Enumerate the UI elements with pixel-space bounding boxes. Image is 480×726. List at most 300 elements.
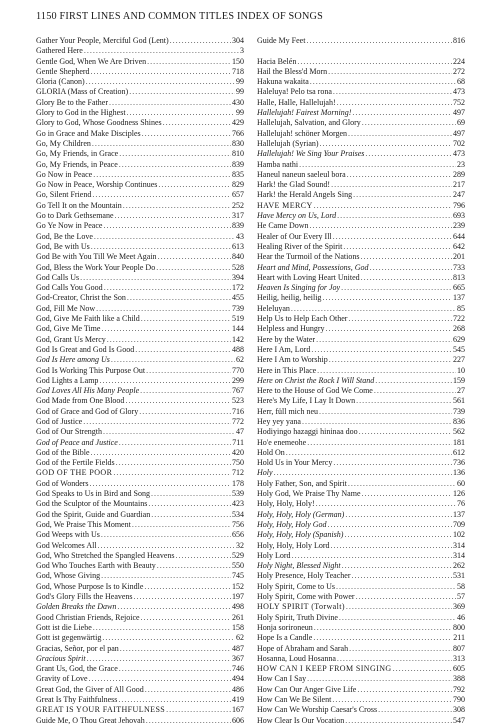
index-entry: [36, 304, 244, 314]
entry-title: Great Is Thy Faithfulness: [36, 695, 118, 704]
dot-leader: [348, 129, 452, 139]
entry-title: God the Spirit, Guide and Guardian: [36, 509, 151, 519]
index-entry: [257, 530, 465, 540]
entry-title: God of Peace and Justice: [36, 437, 118, 447]
index-entry: [36, 685, 244, 695]
dot-leader: [314, 201, 452, 211]
entry-title: Healer of Our Every Ill: [257, 231, 332, 241]
entry-title: God Who Touches Earth with Beauty: [36, 561, 156, 571]
index-entry: [36, 417, 244, 427]
dot-leader: [306, 36, 452, 46]
entry-title: Glory Be to the Father: [36, 97, 108, 107]
entry-title: GOD OF THE POOR: [36, 468, 113, 478]
index-entry: [257, 201, 465, 211]
index-entry: [257, 149, 465, 159]
dot-leader: [103, 427, 235, 437]
entry-number: 539: [232, 489, 244, 499]
entry-number: 68: [457, 77, 465, 87]
entry-title: God of Wonders: [36, 478, 89, 488]
index-entry: [257, 427, 465, 437]
entry-title: Honja sorironeun: [257, 622, 313, 632]
index-entry: [257, 129, 465, 139]
dot-leader: [374, 386, 456, 396]
entry-number: 613: [232, 241, 244, 251]
entry-title: Help Us to Help Each Other: [257, 314, 348, 324]
entry-number: 756: [232, 519, 244, 529]
dot-leader: [129, 87, 235, 97]
entry-title: God's Glory Fills the Heavens: [36, 592, 133, 602]
index-entry: [257, 283, 465, 293]
entry-number: 62: [236, 633, 244, 643]
entry-number: 27: [457, 386, 465, 396]
entry-number: 32: [236, 540, 244, 550]
dot-leader: [166, 705, 231, 715]
entry-title: Grant Us, God, the Grace: [36, 664, 118, 674]
entry-title: Gather Your People, Merciful God (Lent): [36, 36, 169, 45]
entry-number: 752: [453, 97, 465, 107]
entry-number: 716: [232, 406, 244, 416]
entry-number: 299: [232, 375, 244, 385]
entry-number: 394: [232, 272, 244, 282]
dot-leader: [360, 252, 452, 262]
index-entry: [36, 499, 244, 509]
index-entry: [36, 273, 244, 283]
dot-leader: [353, 190, 452, 200]
dot-leader: [86, 77, 235, 87]
entry-title: God, Give Me Faith like a Child: [36, 314, 140, 324]
entry-number: 455: [232, 293, 244, 303]
dot-leader: [329, 355, 452, 365]
entry-title: God, Bless the Work Your People Do: [36, 262, 156, 272]
index-entry: [36, 602, 244, 612]
index-entry: [257, 211, 465, 221]
entry-title: Helpless and Hungry: [257, 324, 325, 334]
index-entry: [36, 366, 244, 376]
entry-title: HOLY SPIRIT (Torwalt): [257, 602, 345, 612]
entry-number: 702: [453, 138, 465, 148]
page-header: 1150 FIRST LINES AND COMMON TITLES INDEX OF SONGS: [36, 11, 323, 22]
dot-leader: [307, 674, 452, 684]
entry-number: 712: [232, 468, 244, 478]
entry-title: God Loves All His Many People: [36, 386, 140, 396]
entry-title: Golden Breaks the Dawn: [36, 602, 117, 612]
entry-title: God, We Praise This Moment: [36, 519, 131, 529]
entry-number: 43: [236, 231, 244, 241]
dot-leader: [144, 582, 231, 592]
entry-number: 736: [453, 458, 465, 468]
entry-number: 159: [453, 375, 465, 385]
index-entry: [257, 520, 465, 530]
entry-number: 217: [453, 180, 465, 190]
index-entry: [36, 118, 244, 128]
entry-title: God of the Fertile Fields: [36, 458, 115, 468]
entry-number: 58: [457, 581, 465, 591]
dot-leader: [83, 417, 231, 427]
dot-leader: [151, 510, 231, 520]
entry-title: God, Be the Love: [36, 231, 93, 241]
entry-number: 201: [453, 252, 465, 262]
entry-number: 644: [453, 231, 465, 241]
index-entry: [257, 541, 465, 551]
entry-title: Hark! the Herald Angels Sing: [257, 190, 353, 200]
entry-number: 23: [457, 159, 465, 169]
entry-title: Go, My Friends, in Peace: [36, 159, 118, 169]
entry-title: Go Ye Now in Peace: [36, 221, 103, 231]
entry-number: 158: [232, 622, 244, 632]
index-entry: [257, 602, 465, 612]
index-entry: [36, 324, 244, 334]
entry-number: 792: [453, 684, 465, 694]
entry-title: Hear the Turmoil of the Nations: [257, 252, 360, 262]
dot-leader: [362, 118, 456, 128]
index-entry: [36, 633, 244, 643]
entry-title: Hallelujah, Salvation, and Glory: [257, 118, 361, 128]
dot-leader: [90, 479, 231, 489]
index-entry: [36, 458, 244, 468]
index-entry: [36, 335, 244, 345]
dot-leader: [99, 376, 231, 386]
entry-number: 178: [232, 478, 244, 488]
index-entry: [257, 57, 465, 67]
entry-number: 473: [453, 87, 465, 97]
entry-number: 488: [232, 344, 244, 354]
entry-title: Hallelujah! Fairest Morning!: [257, 108, 352, 118]
index-entry: [36, 263, 244, 273]
entry-title: God Be with You Till We Meet Again: [36, 252, 157, 262]
entry-title: Heaven Is Singing for Joy: [257, 283, 341, 293]
entry-number: 152: [232, 581, 244, 591]
entry-title: Halle, Halle, Hallelujah!: [257, 97, 336, 107]
index-entry: [257, 335, 465, 345]
index-entry: [36, 520, 244, 530]
entry-title: Holy Spirit, Come with Power: [257, 592, 355, 602]
entry-number: 317: [232, 211, 244, 221]
entry-title: Holy, Holy, Holy (Spanish): [257, 530, 344, 540]
entry-number: 534: [232, 509, 244, 519]
entry-title: God-Creator, Christ the Son: [36, 293, 126, 303]
entry-number: 605: [453, 664, 465, 674]
entry-number: 423: [232, 499, 244, 509]
index-entry: [257, 468, 465, 478]
entry-number: 531: [453, 571, 465, 581]
dot-leader: [158, 252, 231, 262]
entry-number: 137: [453, 509, 465, 519]
entry-title: Hail the Bless'd Morn: [257, 66, 328, 76]
entry-number: 487: [232, 643, 244, 653]
index-entry: [257, 314, 465, 324]
index-entry: [36, 129, 244, 139]
index-entry: [257, 571, 465, 581]
entry-number: 197: [232, 592, 244, 602]
entry-title: Holy: [257, 468, 273, 478]
entry-title: Gentle God, When We Are Driven: [36, 56, 147, 66]
dot-leader: [336, 582, 456, 592]
entry-number: 85: [457, 303, 465, 313]
index-entry: [36, 644, 244, 654]
entry-title: God Calls You Good: [36, 283, 103, 293]
index-entry: [36, 355, 244, 365]
entry-number: 693: [453, 211, 465, 221]
entry-title: God Welcomes All: [36, 540, 97, 550]
entry-number: 419: [232, 695, 244, 704]
index-entry: [257, 510, 465, 520]
dot-leader: [310, 221, 452, 231]
entry-title: Hosanna, Loud Hosanna: [257, 653, 336, 663]
index-entry: [257, 396, 465, 406]
index-columns: [36, 36, 465, 726]
dot-leader: [307, 438, 452, 448]
entry-title: Here I Am, Lord: [257, 344, 311, 354]
dot-leader: [332, 695, 452, 705]
dot-leader: [343, 242, 452, 252]
dot-leader: [328, 67, 452, 77]
index-column-right: [257, 36, 465, 726]
entry-number: 836: [453, 416, 465, 426]
entry-number: 519: [232, 314, 244, 324]
entry-number: 498: [232, 602, 244, 612]
index-entry: [36, 613, 244, 623]
entry-number: 224: [453, 56, 465, 66]
entry-title: God, Whose Giving: [36, 571, 101, 581]
dot-leader: [125, 396, 231, 406]
index-entry: [257, 499, 465, 509]
entry-number: 46: [457, 612, 465, 622]
index-entry: [36, 108, 244, 118]
dot-leader: [151, 489, 231, 499]
dot-leader: [87, 654, 231, 664]
index-entry: [257, 242, 465, 252]
entry-number: 62: [236, 355, 244, 365]
dot-leader: [91, 448, 231, 458]
entry-number: 494: [232, 674, 244, 684]
dot-leader: [333, 458, 452, 468]
entry-title: How Clear Is Our Vocation: [257, 715, 345, 725]
dot-leader: [148, 499, 231, 509]
entry-number: 268: [453, 324, 465, 334]
entry-number: 150: [232, 56, 244, 66]
dot-leader: [120, 644, 231, 654]
dot-leader: [101, 324, 231, 334]
entry-number: 709: [453, 519, 465, 529]
entry-title: How Can We Worship Caesar's Cross: [257, 705, 378, 715]
entry-number: 137: [453, 293, 465, 303]
entry-title: Go to Dark Gethsemane: [36, 211, 114, 221]
entry-number: 69: [457, 118, 465, 128]
entry-title: Ho'e enemeohe: [257, 437, 307, 447]
dot-leader: [145, 685, 231, 695]
entry-title: Here in This Place: [257, 365, 317, 375]
entry-title: Holy God, We Praise Thy Name: [257, 489, 361, 499]
dot-leader: [111, 355, 235, 365]
dot-leader: [345, 510, 452, 520]
dot-leader: [337, 211, 452, 221]
entry-number: 528: [232, 262, 244, 272]
index-entry: [36, 407, 244, 417]
index-entry: [36, 36, 244, 46]
entry-title: Glory to God in the Highest: [36, 108, 126, 118]
entry-title: God Calls Us: [36, 272, 80, 282]
entry-number: 227: [453, 355, 465, 365]
entry-number: 289: [453, 169, 465, 179]
entry-number: 313: [453, 653, 465, 663]
entry-title: God, Fill Me Now: [36, 303, 96, 313]
entry-title: Heart and Mind, Possessions, God: [257, 262, 369, 272]
entry-number: 308: [453, 705, 465, 715]
index-entry: [36, 57, 244, 67]
dot-leader: [314, 623, 452, 633]
entry-title: Hacia Belén: [257, 56, 297, 66]
index-entry: [257, 46, 465, 56]
dot-leader: [118, 695, 231, 705]
index-entry: [36, 293, 244, 303]
entry-title: Holy, Holy, Holy (German): [257, 509, 345, 519]
dot-leader: [320, 139, 452, 149]
entry-title: How Can Our Anger Give Life: [257, 684, 357, 694]
entry-title: Gloria (Canon): [36, 77, 85, 87]
index-entry: [36, 211, 244, 221]
entry-number: 76: [457, 499, 465, 509]
entry-number: 606: [232, 715, 244, 725]
index-entry: [257, 407, 465, 417]
entry-number: 486: [232, 684, 244, 694]
dot-leader: [119, 664, 231, 674]
entry-title: Go, My Children: [36, 138, 91, 148]
dot-leader: [292, 551, 452, 561]
entry-title: Go Now in Peace: [36, 169, 93, 179]
entry-number: 796: [453, 200, 465, 210]
entry-title: Hamba nathi: [257, 159, 299, 169]
index-entry: [257, 232, 465, 242]
index-entry: [36, 479, 244, 489]
entry-title: Gracias, Señor, por el pan: [36, 643, 119, 653]
entry-number: 247: [453, 190, 465, 200]
entry-number: 47: [236, 427, 244, 437]
index-entry: [257, 263, 465, 273]
entry-number: 711: [232, 437, 244, 447]
entry-title: Glory to God, Whose Goodness Shines: [36, 118, 162, 128]
entry-title: God Is Great and God Is Good: [36, 344, 135, 354]
index-entry: [257, 221, 465, 231]
entry-title: Good Christian Friends, Rejoice: [36, 612, 140, 622]
index-entry: [257, 695, 465, 705]
dot-leader: [132, 520, 231, 530]
index-entry: [36, 139, 244, 149]
entry-title: Gathered Here: [36, 46, 83, 56]
entry-number: 497: [453, 108, 465, 118]
index-entry: [36, 623, 244, 633]
entry-number: 172: [232, 283, 244, 293]
entry-number: 562: [453, 427, 465, 437]
entry-number: 430: [232, 97, 244, 107]
dot-leader: [299, 160, 456, 170]
index-entry: [257, 458, 465, 468]
dot-leader: [135, 345, 231, 355]
index-entry: [36, 46, 244, 56]
index-entry: [36, 201, 244, 211]
entry-title: Here by the Water: [257, 334, 316, 344]
index-entry: [36, 67, 244, 77]
index-column-left: [36, 36, 244, 726]
index-entry: [36, 170, 244, 180]
dot-leader: [113, 468, 231, 478]
dot-leader: [96, 304, 231, 314]
entry-number: 550: [232, 561, 244, 571]
index-entry: [36, 396, 244, 406]
entry-title: Gracious Spirit: [36, 653, 86, 663]
entry-number: 388: [453, 674, 465, 684]
entry-title: Great God, the Giver of All Good: [36, 684, 144, 694]
entry-title: God, Who Stretched the Spangled Heavens: [36, 550, 175, 560]
dot-leader: [94, 232, 235, 242]
dot-leader: [348, 479, 456, 489]
index-entry: [257, 304, 465, 314]
dot-leader: [274, 468, 452, 478]
entry-title: Go in Grace and Make Disciples: [36, 128, 141, 138]
dot-leader: [357, 685, 452, 695]
index-entry: [257, 87, 465, 97]
dot-leader: [146, 716, 231, 726]
index-entry: [36, 386, 244, 396]
index-entry: [36, 180, 244, 190]
entry-title: Go Tell It on the Mountain: [36, 200, 122, 210]
index-entry: [257, 705, 465, 715]
entry-number: 181: [453, 437, 465, 447]
dot-leader: [109, 98, 231, 108]
index-entry: [257, 36, 465, 46]
dot-leader: [359, 427, 452, 437]
dot-leader: [297, 57, 452, 67]
dot-leader: [319, 407, 452, 417]
index-entry: [36, 561, 244, 571]
entry-number: 770: [232, 365, 244, 375]
entry-number: 60: [457, 478, 465, 488]
entry-title: Haleluya! Pelo tsa rona: [257, 87, 332, 97]
index-entry: [257, 479, 465, 489]
entry-number: 144: [232, 324, 244, 334]
entry-title: Hallelujah! schöner Morgen: [257, 128, 348, 138]
entry-number: 839: [232, 159, 244, 169]
entry-title: God of the Bible: [36, 447, 90, 457]
index-entry: [36, 314, 244, 324]
entry-title: Holy Presence, Holy Teacher: [257, 571, 351, 581]
entry-number: 739: [453, 406, 465, 416]
index-entry: [36, 716, 244, 726]
index-entry: [36, 541, 244, 551]
entry-title: Herr, füll mich neu: [257, 406, 318, 416]
index-entry: [36, 427, 244, 437]
entry-title: Holy Spirit, Come to Us: [257, 581, 336, 591]
entry-title: Go Now in Peace, Worship Continues: [36, 180, 158, 190]
dot-leader: [123, 201, 231, 211]
dot-leader: [351, 571, 452, 581]
index-entry: [257, 190, 465, 200]
entry-number: 272: [453, 66, 465, 76]
index-entry: [36, 77, 244, 87]
entry-title: Here I Am to Worship: [257, 355, 328, 365]
index-entry: [257, 324, 465, 334]
entry-title: He Came Down: [257, 221, 309, 231]
index-entry: [36, 695, 244, 705]
index-entry: [36, 705, 244, 715]
index-entry: [36, 232, 244, 242]
entry-title: How Can I Say: [257, 674, 307, 684]
index-entry: [36, 582, 244, 592]
entry-title: Go, Silent Friend: [36, 190, 92, 200]
entry-title: God the Sculptor of the Mountains: [36, 499, 148, 509]
index-entry: [257, 376, 465, 386]
entry-number: 367: [232, 653, 244, 663]
index-entry: [36, 345, 244, 355]
